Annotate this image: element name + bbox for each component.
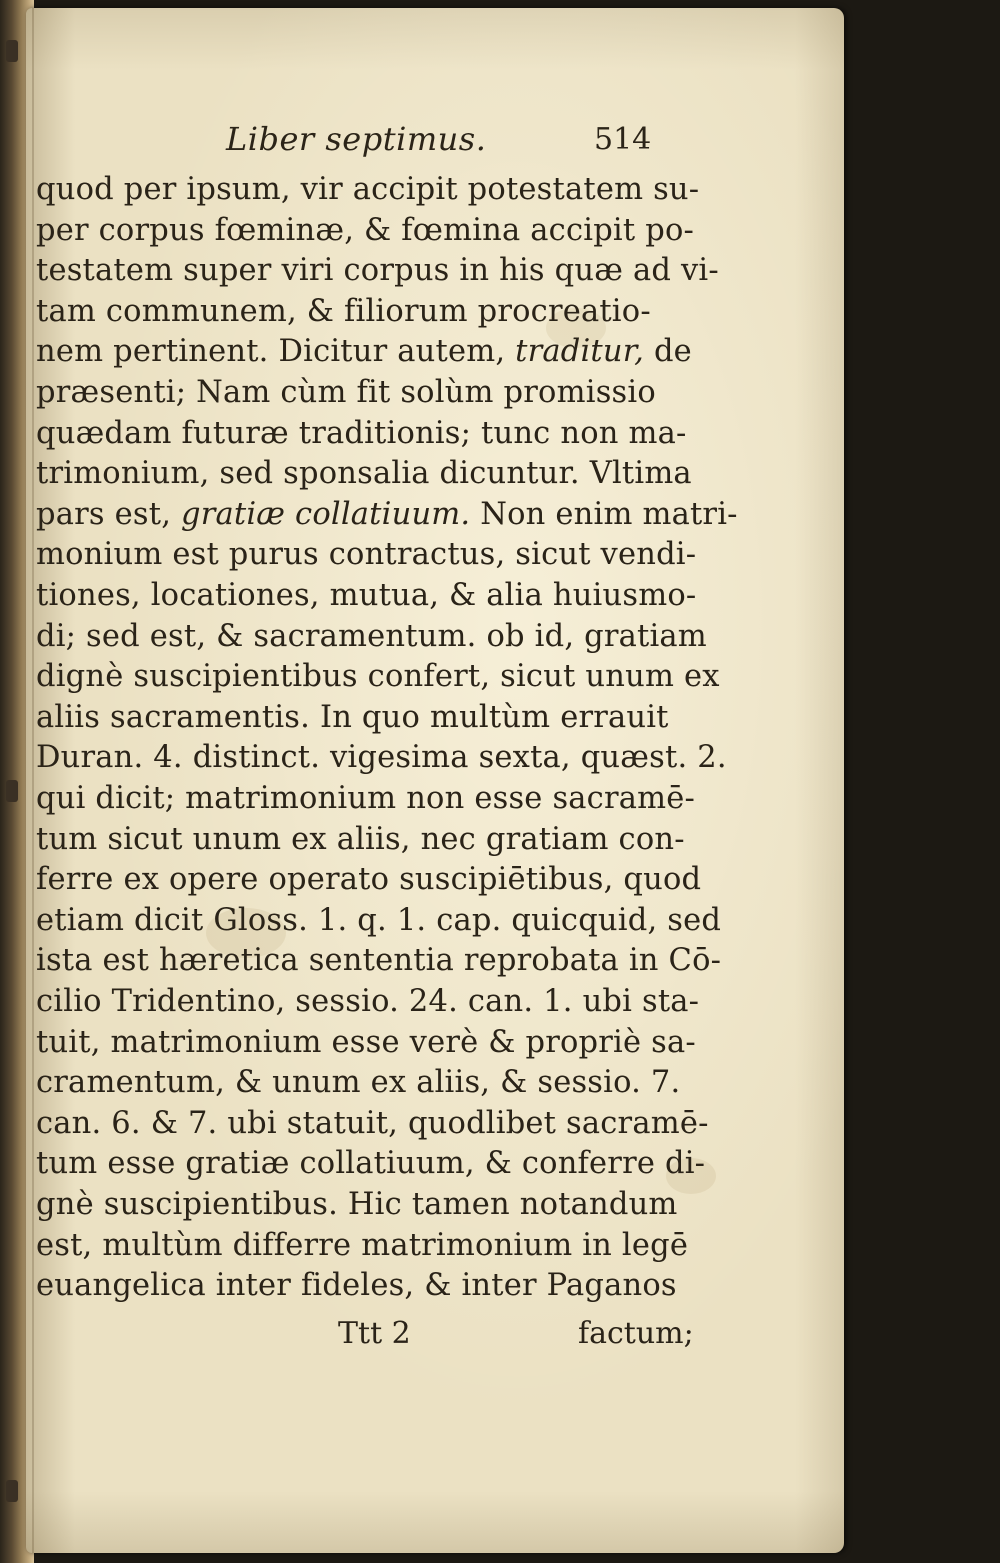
catchword: factum; [578, 1316, 694, 1351]
text-line [36, 1061, 696, 1105]
text-line [36, 1224, 696, 1268]
text-line [36, 412, 696, 456]
text-segment: di; sed est, & sacramentum. ob id, gratiam [36, 618, 707, 654]
italic-phrase: gratiæ collatiuum. [180, 496, 471, 532]
italic-phrase: traditur, [515, 334, 645, 370]
body-text [26, 168, 844, 1308]
text-segment: cramentum, & unum ex aliis, & sessio. 7. [36, 1065, 681, 1101]
text-line [36, 858, 702, 902]
text-segment: trimonium, sed sponsalia dicuntur. Vltima [36, 456, 692, 492]
binding-stitch [6, 780, 18, 802]
text-segment: aliis sacramentis. In quo multùm errauit [36, 699, 669, 735]
text-segment: can. 6. & 7. ubi statuit, quodlibet sacramē- [36, 1105, 709, 1141]
text-segment: de [644, 334, 692, 370]
text-line [36, 168, 700, 212]
text-segment: etiam dicit Gloss. 1. q. 1. cap. quicquid, sed [36, 902, 722, 938]
text-segment: monium est purus contractus, sicut vendi- [36, 537, 697, 573]
text-segment: tiones, locationes, mutua, & alia huiusmo- [36, 578, 697, 613]
text-segment: cilio Tridentino, sessio. 24. can. 1. ubi sta- [36, 984, 700, 1019]
page-footer [26, 1316, 844, 1366]
text-line [36, 899, 722, 943]
text-line [36, 533, 696, 577]
text-line [36, 1264, 696, 1308]
text-line [36, 249, 719, 293]
text-line [36, 1142, 706, 1186]
binding-stitch [6, 1480, 18, 1502]
text-line [36, 777, 696, 821]
text-line [36, 1021, 696, 1065]
text-segment: Non enim matri- [470, 496, 738, 532]
page-number: 514 [594, 122, 652, 157]
text-segment: nem pertinent. Dicitur autem, [36, 334, 516, 370]
text-segment: ferre ex opere operato suscipiētibus, quod [36, 862, 702, 898]
text-segment: ista est hæretica sententia reprobata in Cō- [36, 943, 722, 979]
text-line [36, 452, 696, 496]
text-segment: pars est, [36, 496, 181, 532]
text-line [36, 574, 696, 618]
text-line [36, 615, 707, 659]
text-segment: dignè suscipientibus confert, sicut unum ex [36, 659, 720, 695]
text-segment: euangelica inter fideles, & inter Paganos [36, 1268, 677, 1304]
text-line [36, 290, 696, 334]
text-segment: est, multùm differre matrimonium in legē [36, 1227, 689, 1263]
text-segment: tum sicut unum ex aliis, nec gratiam con- [36, 821, 685, 857]
text-line [36, 736, 727, 780]
book-page [26, 8, 844, 1553]
text-segment: quod per ipsum, vir accipit potestatem su- [36, 172, 700, 207]
running-head: Liber septimus. [226, 120, 487, 158]
text-line [36, 493, 738, 537]
text-line [36, 655, 720, 699]
text-segment: tum esse gratiæ collatiuum, & conferre di- [36, 1146, 706, 1182]
text-line [36, 818, 696, 862]
text-line [36, 696, 696, 740]
text-line [36, 1183, 696, 1227]
text-segment: quædam futuræ traditionis; tunc non ma- [36, 415, 687, 451]
text-segment: testatem super viri corpus in his quæ ad vi- [36, 253, 719, 289]
text-segment: gnè suscipientibus. Hic tamen notandum [36, 1187, 678, 1222]
text-line [36, 371, 696, 415]
text-line [36, 980, 700, 1024]
signature-mark: Ttt 2 [338, 1316, 411, 1351]
text-line [36, 330, 696, 374]
text-line [36, 1102, 709, 1146]
text-segment: Duran. 4. distinct. vigesima sexta, quæst. 2. [36, 740, 727, 776]
text-segment: qui dicit; matrimonium non esse sacramē- [36, 781, 695, 816]
text-segment: præsenti; Nam cùm fit solùm promissio [36, 375, 656, 410]
text-line [36, 939, 722, 983]
text-segment: tuit, matrimonium esse verè & propriè sa- [36, 1024, 696, 1060]
text-line [36, 209, 696, 253]
text-segment: per corpus fœminæ, & fœmina accipit po- [36, 212, 695, 248]
text-segment: tam communem, & filiorum procreatio- [36, 293, 651, 329]
binding-stitch [6, 40, 18, 62]
page-header [26, 116, 844, 166]
